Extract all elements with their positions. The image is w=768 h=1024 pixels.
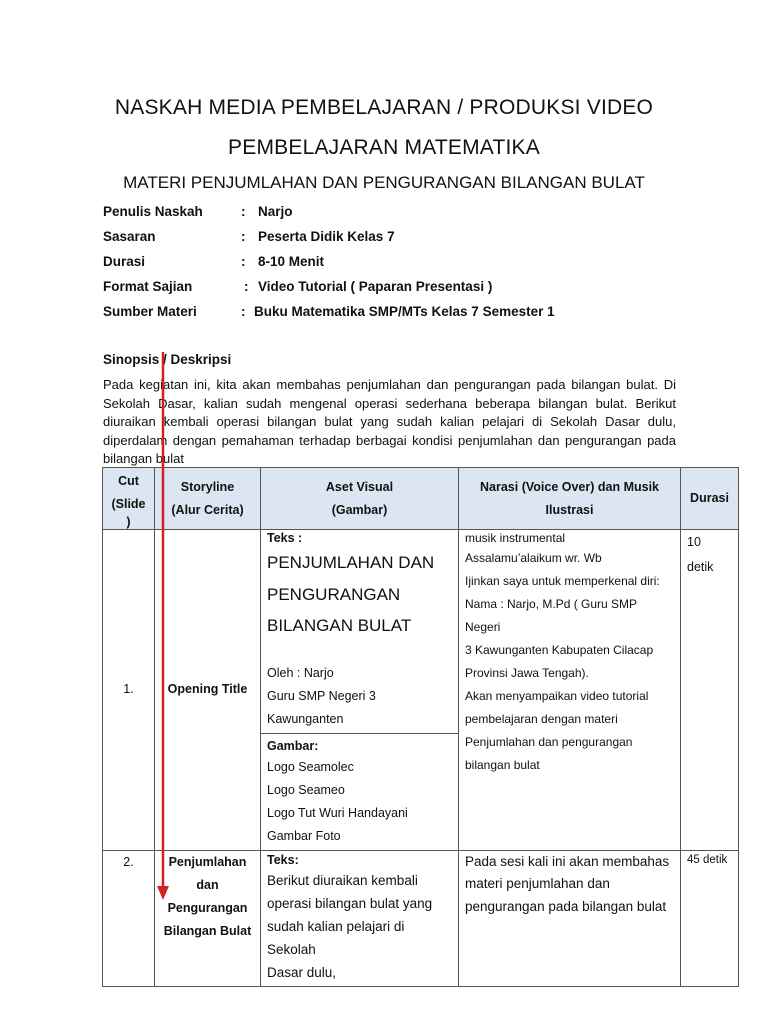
synopsis-heading: Sinopsis / Deskripsi	[103, 352, 232, 367]
synopsis-text: Pada kegiatan ini, kita akan membahas penjumlahan dan pengurangan pada bilangan bulat. Di Sekolah Dasar, kalian sudah mengenal operasi sederhana beberapa bilangan bulat. Berikut diuraikan kembali operasi bilangan bulat yang sudah kalian pelajari di Sekolah Dasar dulu, diperdalam dengan pemahaman terhadap berbagai kondisi penjumlahan dan pengurangan pada bilangan bulat	[103, 377, 676, 466]
meta-row-audience: Sasaran : Peserta Didik Kelas 7	[103, 229, 395, 244]
slide-title-line: PENGURANGAN	[267, 584, 401, 604]
header-cut: Cut (Slide )	[103, 468, 155, 530]
row2-duration: 45 detik	[681, 850, 739, 986]
meta-row-source: Sumber Materi : Buku Matematika SMP/MTs Kelas 7 Semester 1	[103, 304, 555, 319]
slide-title-line: PENJUMLAHAN DAN	[267, 553, 435, 572]
meta-row-duration: Durasi : 8-10 Menit	[103, 254, 325, 269]
title-line-1: NASKAH MEDIA PEMBELAJARAN / PRODUKSI VIDEO	[114, 96, 654, 119]
header-narration: Narasi (Voice Over) dan Musik Ilustrasi	[459, 468, 681, 530]
row1-storyline: Opening Title	[155, 530, 261, 851]
header-duration: Durasi	[681, 468, 739, 530]
row2-storyline: Penjumlahan dan Pengurangan Bilangan Bulat	[155, 850, 261, 986]
title-line-2: PEMBELAJARAN MATEMATIKA	[228, 136, 540, 159]
meta-row-format: Format Sajian : Video Tutorial ( Paparan Presentasi )	[103, 279, 493, 294]
row1-visual: Teks : PENJUMLAHAN DAN PENGURANGAN BILANGAN BULAT Oleh : Narjo Guru SMP Negeri 3 Kawunganten Gambar: Logo Seamolec Logo Seameo Logo Tut Wuri Handayani Gambar Foto	[261, 530, 459, 851]
header-storyline: Storyline (Alur Cerita)	[155, 468, 261, 530]
row1-duration: 10 detik	[681, 530, 739, 851]
row1-narration: musik instrumental Assalamu’alaikum wr. Wb Ijinkan saya untuk memperkenal diri: Nama : Narjo, M.Pd ( Guru SMP Negeri 3 Kawunganten Kabupaten Cilacap Provinsi Jawa Tengah). Akan menyampaikan video tutorial pembelajaran dengan materi Penjumlahan dan pengurangan bilangan bulat	[459, 530, 681, 851]
row2-cut: 2.	[103, 850, 155, 986]
row1-cut: 1.	[103, 530, 155, 851]
row2-narration: Pada sesi kali ini akan membahas materi penjumlahan dan pengurangan pada bilangan bulat	[459, 850, 681, 986]
subtitle: MATERI PENJUMLAHAN DAN PENGURANGAN BILANGAN BULAT	[123, 173, 645, 192]
meta-row-author: Penulis Naskah : Narjo	[103, 204, 293, 219]
arrow-head-icon	[157, 886, 169, 900]
slide-title-line: BILANGAN BULAT	[267, 616, 412, 635]
header-visual: Aset Visual (Gambar)	[261, 468, 459, 530]
row2-visual: Teks: Berikut diuraikan kembali operasi bilangan bulat yang sudah kalian pelajari di Sekolah Dasar dulu,	[261, 850, 459, 986]
